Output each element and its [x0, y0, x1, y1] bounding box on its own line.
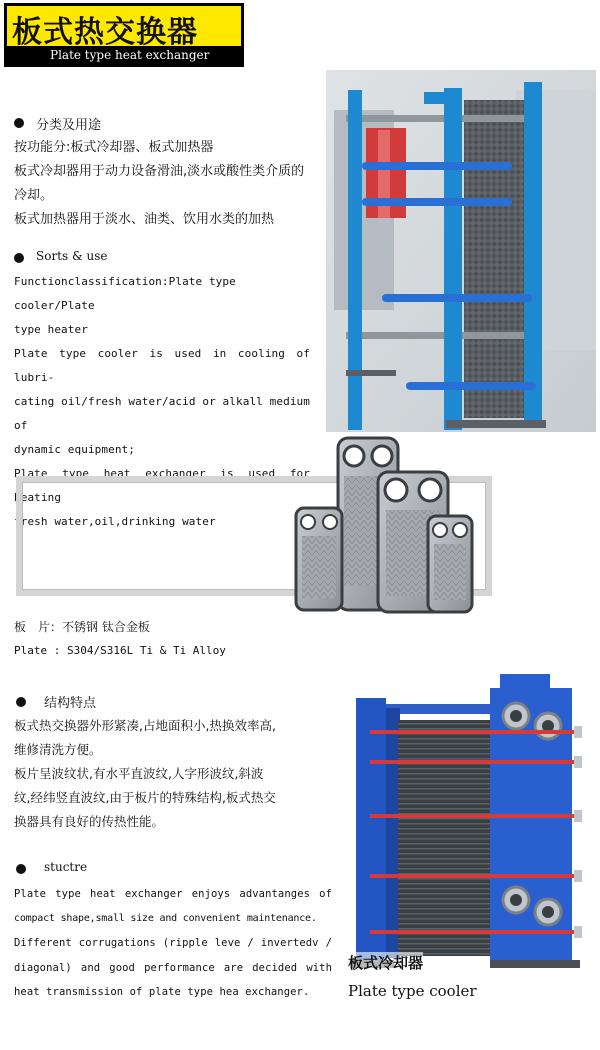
- text-line: 板式冷却器用于动力设备滑油,淡水或酸性类介质的: [14, 164, 305, 179]
- text-line: Functionclassification:Plate type cooler/Plate: [14, 275, 236, 312]
- bullet-icon: [14, 118, 24, 128]
- plate-cooler-photo: [350, 668, 585, 978]
- section-heading-en: Sorts & use: [36, 249, 108, 263]
- bullet-icon: [14, 253, 24, 263]
- text-line: 板式加热器用于淡水、油类、饮用水类的加热: [14, 212, 275, 227]
- text-line: compact shape,small size and convenient maintenance.: [14, 912, 317, 924]
- page-title: 板式热交换器: [12, 15, 198, 50]
- text-line: Plate type cooler is used in cooling of lubri-: [14, 347, 310, 384]
- section-body-cn: [14, 714, 314, 834]
- text-line: 纹,经纬竖直波纹,由于板片的特殊结构,板式热交: [14, 790, 276, 805]
- section-heading-cn: 分类及用途: [36, 118, 102, 133]
- page-subtitle: Plate type heat exchanger: [50, 48, 210, 62]
- section-heading-en: stuctre: [44, 860, 88, 874]
- cooler-caption-cn: 板式冷却器: [348, 954, 424, 972]
- text-line: 按功能分:板式冷却器、板式加热器: [14, 140, 214, 155]
- text-line: Different corrugations (ripple leve / invertedv /: [14, 937, 332, 949]
- heat-exchanger-photo: [326, 70, 596, 432]
- text-line: type heater: [14, 323, 88, 336]
- section-heading-cn: 结构特点: [44, 696, 97, 711]
- text-line: 板片呈波纹状,有水平直波纹,人字形波纹,斜波: [14, 766, 264, 781]
- text-line: 换器具有良好的传热性能。: [14, 814, 165, 829]
- text-line: 板式热交换器外形紧凑,占地面积小,热换效率高,: [14, 718, 276, 733]
- section-body-en: [14, 882, 332, 1005]
- cooler-caption-en: Plate type cooler: [348, 982, 477, 1000]
- text-line: diagonal) and good performance are decided with: [14, 961, 332, 974]
- text-line: 维修清洗方便。: [14, 742, 102, 757]
- plate-label-en: Plate : S304/S316L Ti & Ti Alloy: [14, 644, 226, 657]
- plate-label-cn: 板 片：不锈钢 钛合金板: [14, 620, 150, 634]
- text-line: Plate type heat exchanger is used for heating: [14, 467, 310, 504]
- text-line: Plate type heat exchanger enjoys advantanges of: [14, 888, 332, 900]
- text-line: fresh water,oil,drinking water: [14, 515, 216, 528]
- bullet-icon: [16, 697, 26, 707]
- gasket-plates-photo: [288, 436, 478, 616]
- text-line: cating oil/fresh water/acid or alkall medium of: [14, 395, 310, 432]
- bullet-icon: [16, 864, 26, 874]
- text-line: heat transmission of plate type hea exchanger.: [14, 986, 310, 998]
- text-line: 冷却。: [14, 188, 54, 203]
- text-line: dynamic equipment;: [14, 443, 136, 456]
- section-body-cn: [14, 136, 324, 232]
